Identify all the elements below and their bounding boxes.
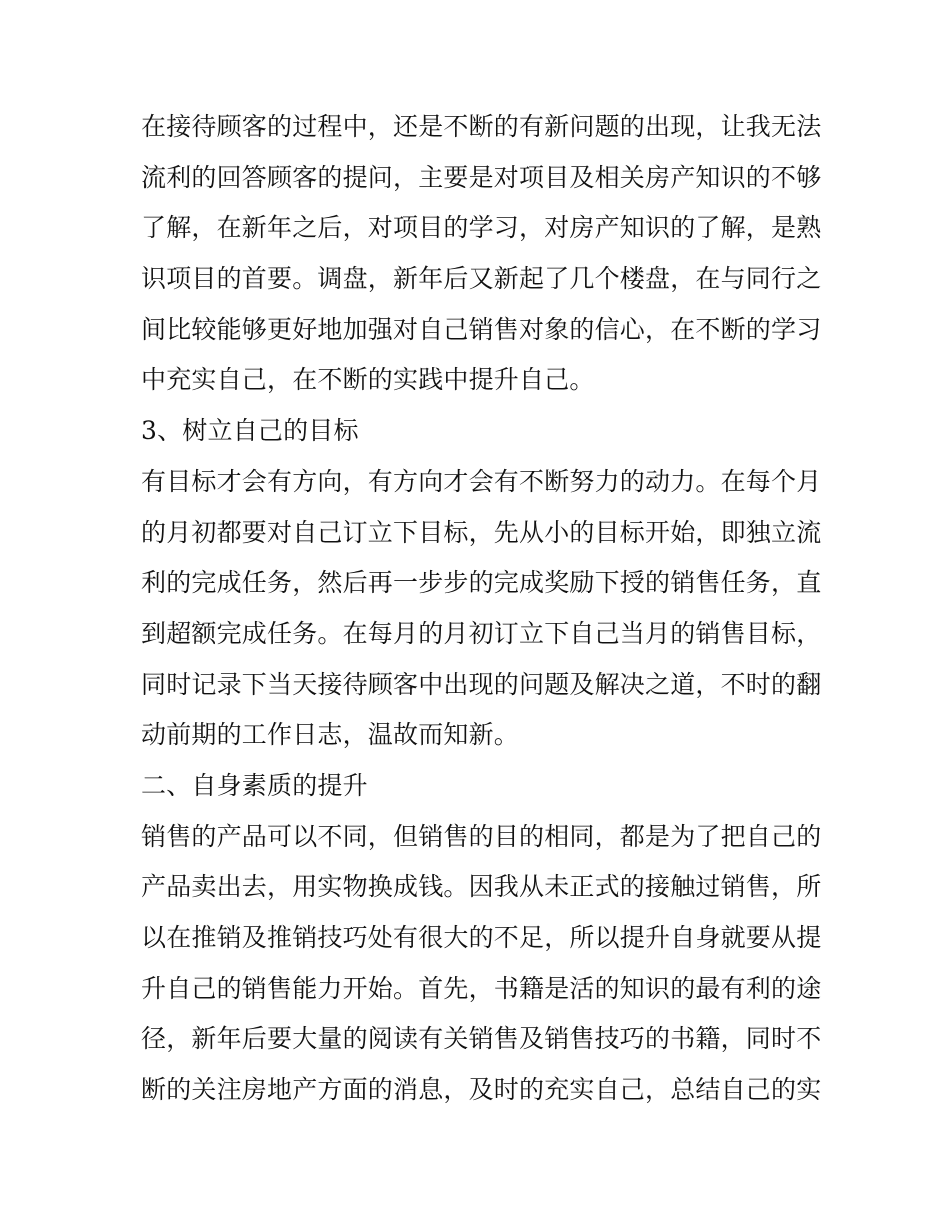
body-text-line: 的月初都要对自己订立下目标，先从小的目标开始，即独立流: [141, 517, 822, 547]
body-text-line: 识项目的首要。调盘，新年后又新起了几个楼盘，在与同行之: [141, 264, 822, 294]
body-text-line: 有目标才会有方向，有方向才会有不断努力的动力。在每个月: [141, 466, 822, 496]
body-text-line: 以在推销及推销技巧处有很大的不足，所以提升自身就要从提: [141, 923, 822, 952]
body-text-line: 同时记录下当天接待顾客中出现的问题及解决之道，不时的翻: [141, 669, 822, 699]
body-text-line: 到超额完成任务。在每月的月初订立下自己当月的销售目标，: [141, 618, 822, 648]
body-text-line: 中充实自己，在不断的实践中提升自己。: [141, 365, 595, 395]
section-heading: 二、自身素质的提升: [141, 770, 368, 800]
body-text-line: 利的完成任务，然后再一步步的完成奖励下授的销售任务，直: [141, 568, 822, 598]
body-text-line: 断的关注房地产方面的消息，及时的充实自己，总结自己的实: [141, 1075, 822, 1105]
body-text-line: 径，新年后要大量的阅读有关销售及销售技巧的书籍，同时不: [141, 1024, 822, 1054]
body-text-line: 产品卖出去，用实物换成钱。因我从未正式的接触过销售，所: [141, 872, 822, 902]
body-text-line: 在接待顾客的过程中，还是不断的有新问题的出现，让我无法: [141, 112, 822, 141]
body-text-line: 动前期的工作日志，温故而知新。: [141, 720, 520, 750]
body-text-line: 销售的产品可以不同，但销售的目的相同，都是为了把自己的: [141, 821, 822, 851]
body-text-line: 流利的回答顾客的提问，主要是对项目及相关房产知识的不够: [141, 162, 822, 192]
body-text-line: 间比较能够更好地加强对自己销售对象的信心，在不断的学习: [141, 314, 822, 344]
body-text-line: 了解，在新年之后，对项目的学习，对房产知识的了解，是熟: [141, 213, 822, 243]
section-heading: 3、树立自己的目标: [141, 416, 359, 446]
document-body: [141, 102, 821, 1116]
body-text-line: 升自己的销售能力开始。首先，书籍是活的知识的最有利的途: [141, 973, 822, 1003]
